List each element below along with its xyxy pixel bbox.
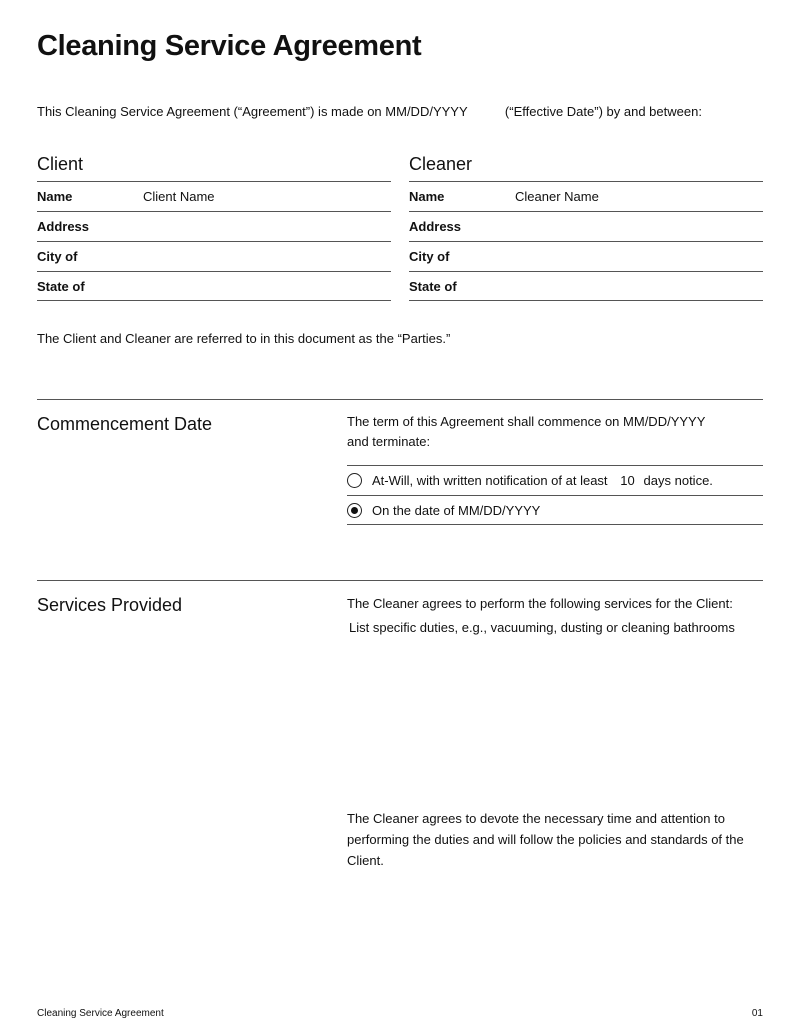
- services-closing: The Cleaner agrees to devote the necessary time and attention to performing the duties and will follow the policies and standards of the Client.: [347, 811, 744, 868]
- client-name-row: [37, 181, 391, 211]
- cleaner-state-row: [409, 271, 763, 301]
- notice-days-field[interactable]: 10: [620, 473, 635, 488]
- commencement-heading: Commencement Date: [37, 414, 213, 434]
- parties-note: The Client and Cleaner are referred to in this document as the “Parties.”: [37, 331, 451, 346]
- cleaner-heading: Cleaner: [409, 154, 473, 174]
- cleaner-name-label: Name: [409, 189, 445, 204]
- cleaner-state-label: State of: [409, 278, 457, 294]
- cleaner-address-label: Address: [409, 219, 462, 234]
- cleaner-city-row: [409, 241, 763, 271]
- services-intro: The Cleaner agrees to perform the following services for the Client:: [347, 596, 733, 611]
- cleaner-section: [409, 152, 763, 301]
- client-city-label: City of: [37, 249, 78, 264]
- option-at-will-prefix: At-Will, with written notification of at least: [372, 473, 608, 488]
- option-end-date[interactable]: [347, 495, 763, 525]
- client-heading: Client: [37, 154, 84, 174]
- client-name-label: Name: [37, 189, 73, 204]
- radio-unchecked-icon[interactable]: [347, 473, 362, 488]
- commencement-line2: and terminate:: [347, 434, 431, 449]
- effective-date-field[interactable]: MM/DD/YYYY: [385, 104, 468, 119]
- client-section: [37, 152, 391, 301]
- divider: [37, 399, 763, 400]
- client-state-label: State of: [37, 278, 85, 294]
- option-end-date-label: On the date of MM/DD/YYYY: [372, 502, 541, 518]
- client-state-row: [37, 271, 391, 301]
- intro-prefix: This Cleaning Service Agreement (“Agreement”) is made on: [37, 104, 382, 119]
- duties-field[interactable]: List specific duties, e.g., vacuuming, dusting or cleaning bathrooms: [349, 620, 735, 635]
- cleaner-address-row: [409, 211, 763, 241]
- services-heading: Services Provided: [37, 595, 183, 615]
- radio-checked-icon[interactable]: [347, 503, 362, 518]
- client-city-row: [37, 241, 391, 271]
- client-address-row: [37, 211, 391, 241]
- commencement-prefix: The term of this Agreement shall commence on: [347, 414, 620, 429]
- client-address-label: Address: [37, 219, 90, 234]
- commencement-date-field[interactable]: MM/DD/YYYY: [623, 414, 706, 429]
- termination-options: [347, 465, 763, 525]
- cleaner-name-field[interactable]: Cleaner Name: [515, 189, 599, 204]
- cleaner-city-label: City of: [409, 249, 450, 264]
- commencement-text: [347, 412, 763, 452]
- option-at-will-suffix: days notice.: [643, 473, 713, 488]
- intro-line: [37, 104, 702, 119]
- client-name-field[interactable]: Client Name: [143, 189, 215, 204]
- intro-suffix: (“Effective Date”) by and between:: [504, 104, 702, 119]
- footer-title: Cleaning Service Agreement: [37, 1008, 164, 1019]
- document-title: Cleaning Service Agreement: [37, 30, 422, 62]
- divider: [37, 580, 763, 581]
- page-number: 01: [751, 1008, 763, 1019]
- cleaner-name-row: [409, 181, 763, 211]
- option-at-will[interactable]: [347, 465, 763, 495]
